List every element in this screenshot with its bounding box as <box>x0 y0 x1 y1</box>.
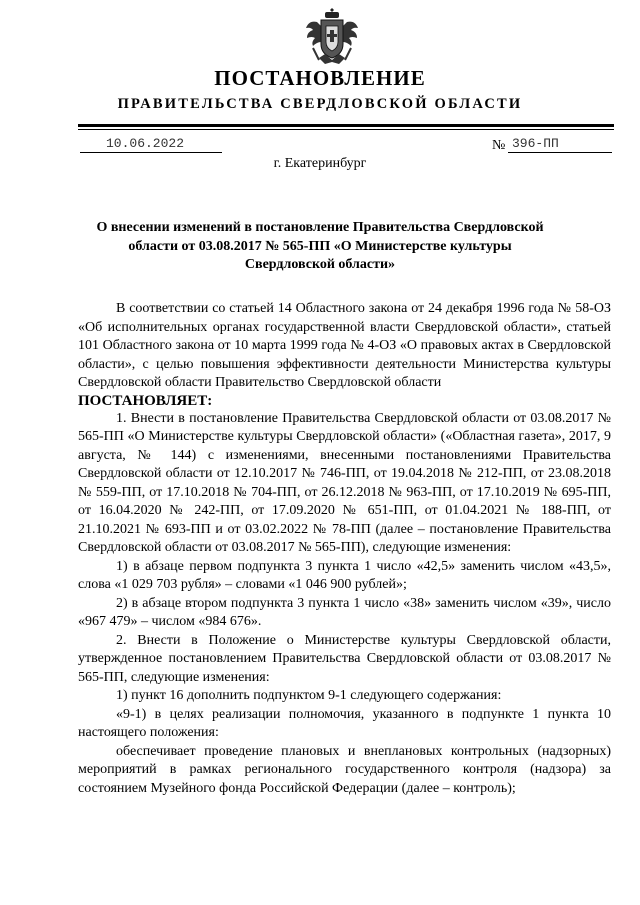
document-type-title: ПОСТАНОВЛЕНИЕ <box>214 66 426 90</box>
header-rule-thin <box>78 129 614 130</box>
body-paragraph: 1) пункт 16 дополнить подпунктом 9-1 следующего содержания: <box>116 688 502 703</box>
preamble-paragraph: В соответствии со статьей 14 Областного закона от 24 декабря 1996 года № 58-ОЗ «Об исполнительных органах государственной власти Свердловской области», статьей 101 Областного закона от 10 марта 1999 года № 4-ОЗ «О правовых актах в Свердловской области», с целью повышения эффективности деятельности Министерства культуры Свердловской области Правительство Свердловской области <box>78 301 611 390</box>
document-date: 10.06.2022 <box>80 136 222 153</box>
body-paragraph: 1) в абзаце первом подпункта 3 пункта 1 число «42,5» заменить числом «43,5», слова «1 029 703 рубля» – словами «1 046 900 рублей»; <box>78 558 611 592</box>
body-paragraph: 1. Внести в постановление Правительства Свердловской области от 03.08.2017 № 565-ПП «О Министерстве культуры Свердловской области» («Областная газета», 2017, 9 августа, № 144) с изменениями, внесенными постановлениями Правительства Свердловской области от 12.10.2017 № 746-ПП, от 19.04.2018 № 212-ПП, от 23.08.2018 № 559-ПП, от 17.10.2018 № 704-ПП, от 26.12.2018 № 963-ПП, от 17.10.2019 № 695-ПП, от 16.04.2020 № 242-ПП, от 17.09.2020 № 651-ПП, от 01.04.2021 № 188-ПП, от 21.10.2021 № 693-ПП и от 03.02.2022 № 78-ПП (далее – постановление Правительства Свердловской области от 03.08.2017 № 565-ПП), следующие изменения: <box>78 410 611 555</box>
number-label: № <box>492 138 506 153</box>
document-body <box>78 300 611 798</box>
document-number: 396-ПП <box>508 136 612 153</box>
document-heading: О внесении изменений в постановление Правительства Свердловской области от 03.08.2017 № 565-ПП «О Министерстве культуры Свердловской области» <box>96 220 544 272</box>
body-paragraph: «9-1) в целях реализации полномочия, указанного в подпункте 1 пункта 10 настоящего положения: <box>78 706 611 740</box>
issue-city: г. Екатеринбург <box>273 156 367 171</box>
body-paragraph: 2. Внести в Положение о Министерстве культуры Свердловской области, утвержденное постановлением Правительства Свердловской области от 03.08.2017 № 565-ПП, следующие изменения: <box>78 632 611 685</box>
body-paragraph: обеспечивает проведение плановых и внеплановых контрольных (надзорных) мероприятий в рамках регионального государственного контроля (надзора) за состоянием Музейного фонда Российской Федерации (далее – контроль); <box>78 743 611 796</box>
issuing-authority: ПРАВИТЕЛЬСТВА СВЕРДЛОВСКОЙ ОБЛАСТИ <box>117 96 523 112</box>
header-rule-thick <box>78 124 614 127</box>
coat-of-arms-icon <box>303 8 361 68</box>
resolves-heading: ПОСТАНОВЛЯЕТ: <box>78 392 213 409</box>
body-paragraph: 2) в абзаце втором подпункта 3 пункта 1 число «38» заменить числом «39», число «967 479» – числом «984 676». <box>78 595 611 629</box>
